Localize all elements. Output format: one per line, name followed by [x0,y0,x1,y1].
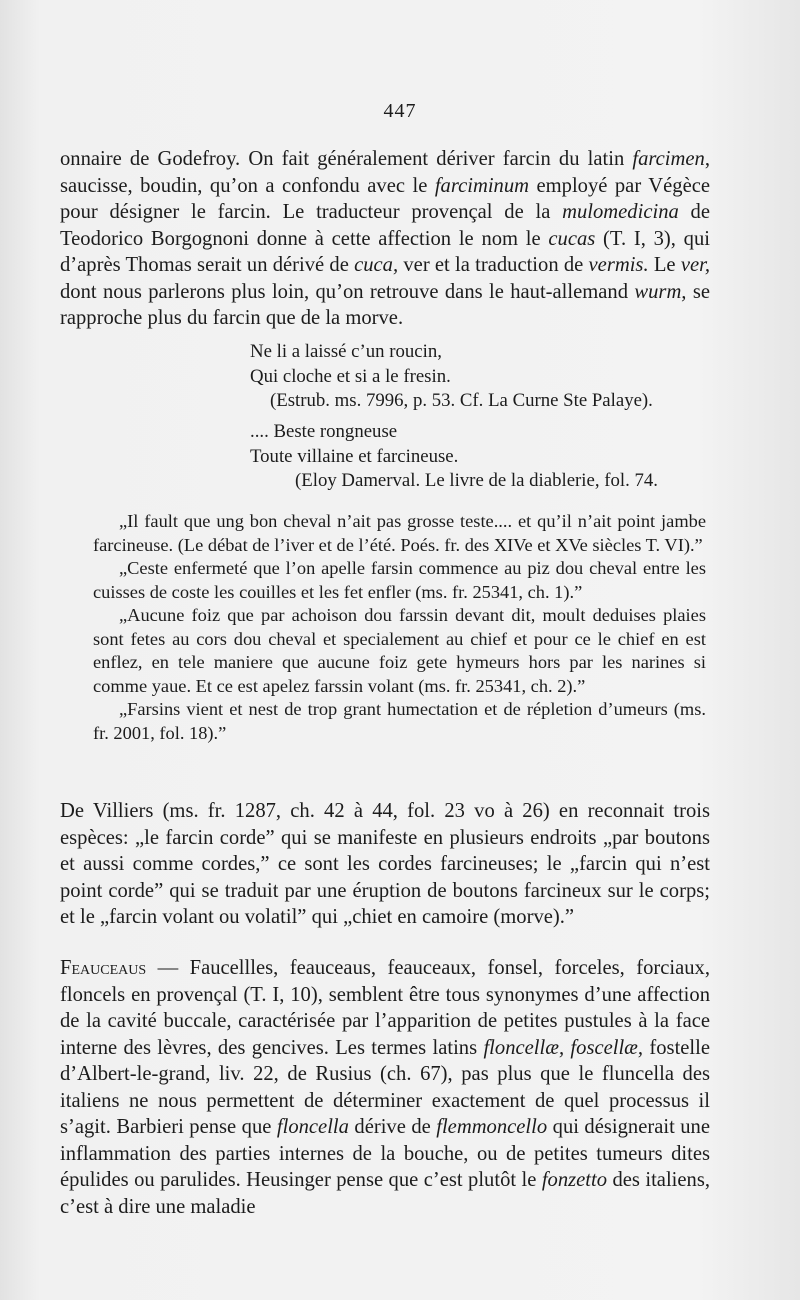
verse-line: Toute villaine et farcineuse. [250,445,459,467]
verse-source: (Eloy Damerval. Le livre de la diablerie, fol. 74. [295,470,658,492]
paragraph-feauceaus: Feauceaus — Faucellles, feauceaus, feauceaux, fonsel, forceles, forciaux, floncels en provençal (T. I, 10), semblent être tous synonymes d’une affection de la cavité buccale, caractérisée par l’apparition de petites pustules à la face interne des lèvres, des gencives. Les termes latins floncellæ, foscellæ, fostelle d’Albert-le-grand, liv. 22, de Rusius (ch. 67), pas plus que le fluncella des italiens ne nous permettent de déterminer exactement de quel processus il s’agit. Barbieri pense que floncella dérive de flemmoncello qui désignerait une inflammation des parties internes de la bouche, ou de petites tumeurs dites épulides ou parulides. Heusinger pense que c’est plutôt le fonzetto des italiens, c’est à dire une maladie [60,957,711,1218]
verse-quote-1 [250,340,653,414]
quote-paragraph: „Il fault que ung bon cheval n’ait pas grosse teste.... et qu’il n’ait point jambe farcineuse. (Le débat de l’iver et de l’été. Poés. fr. des XIVe et XVe siècles T. VI).” [93,511,706,555]
verse-source: (Estrub. ms. 7996, p. 53. Cf. La Curne Ste Palaye). [270,390,653,412]
entry-heading: Feauceaus [60,957,147,979]
quote-paragraph: „Aucune foiz que par achoison dou farssin devant dit, moult deduises plaies sont fetes au cors dou cheval et specialement au chief et pour ce le chief en est enflez, en tele maniere que aucune foiz gete hymeurs hors par les narines si comme yaue. Et ce est apelez farssin volant (ms. fr. 25341, ch. 2).” [93,605,706,696]
verse-quote-2 [250,420,658,494]
page-number: 447 [383,100,417,122]
quote-paragraph: „Ceste enfermeté que l’on apelle farsin commence au piz dou cheval entre les cuisses de coste les couilles et les fet enfler (ms. fr. 25341, ch. 1).” [93,558,706,602]
paragraph-farcin-etymology: onnaire de Godefroy. On fait généralement dériver farcin du latin farcimen, saucisse, boudin, qu’on a confondu avec le farciminum employé par Végèce pour désigner le farcin. Le traducteur provençal de la mulomedicina de Teodorico Borgognoni donne à cette affection le nom le cucas (T. I, 3), qui d’après Thomas serait un dérivé de cuca, ver et la traduction de vermis. Le ver, dont nous parlerons plus loin, qu’on retrouve dans le haut-allemand wurm, se rapproche plus du farcin que de la morve. [60,148,711,329]
paragraph-de-villiers: De Villiers (ms. fr. 1287, ch. 42 à 44, fol. 23 vo à 26) en reconnait trois espèces: „le farcin corde” qui se manifeste en plusieurs endroits „par boutons et aussi comme cordes,” ce sont les cordes farcineuses; le „farcin qui n’est point corde” qui se traduit par une éruption de boutons farcineux sur le corps; et le „farcin volant ou volatil” qui „chiet en camoire (morve).” [60,800,710,928]
quoted-manuscripts [93,510,706,745]
quote-paragraph: „Farsins vient et nest de trop grant humectation et de répletion d’umeurs (ms. fr. 2001, fol. 18).” [93,699,706,743]
verse-line: Qui cloche et si a le fresin. [250,365,451,387]
verse-line: Ne li a laissé c’un roucin, [250,341,442,362]
verse-line: .... Beste rongneuse [250,421,398,442]
